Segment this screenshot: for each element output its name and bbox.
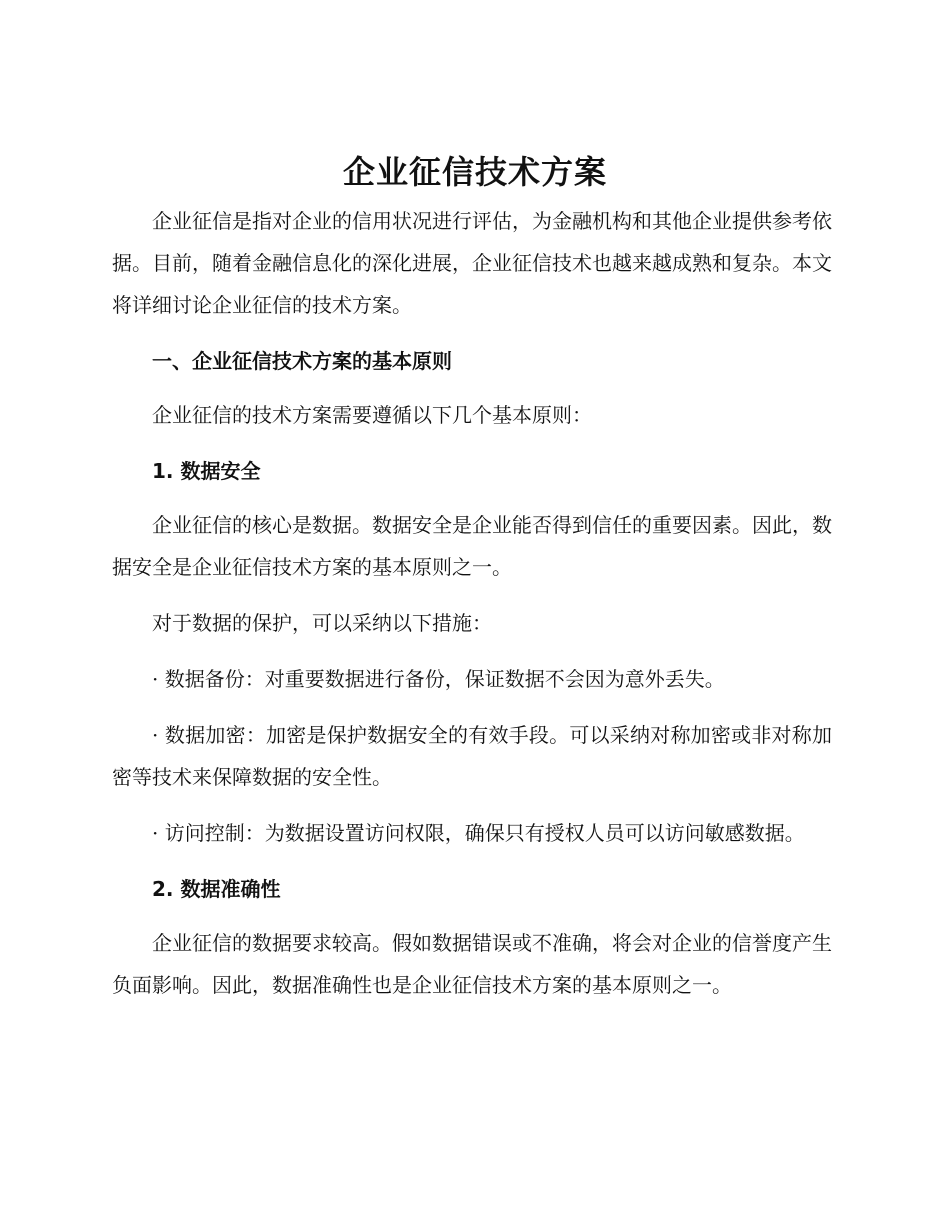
data-security-paragraph: 企业征信的核心是数据。数据安全是企业能否得到信任的重要因素。因此，数据安全是企业征信技术方案的基本原则之一。 (112, 513, 832, 579)
document-body (112, 200, 832, 1020)
data-accuracy-paragraph: 企业征信的数据要求较高。假如数据错误或不准确，将会对企业的信誉度产生负面影响。因此，数据准确性也是企业征信技术方案的基本原则之一。 (112, 931, 832, 997)
bullet-item-access-control: · 访问控制：为数据设置访问权限，确保只有授权人员可以访问敏感数据。 (152, 821, 805, 845)
bullet-item-backup: · 数据备份：对重要数据进行备份，保证数据不会因为意外丢失。 (152, 667, 725, 691)
subsection-heading-data-security: 1. 数据安全 (152, 459, 261, 483)
protection-measures-paragraph: 对于数据的保护，可以采纳以下措施： (152, 611, 492, 635)
section-heading: 一、企业征信技术方案的基本原则 (152, 349, 452, 373)
document-title: 企业征信技术方案 (342, 153, 607, 191)
bullet-item-encryption: · 数据加密：加密是保护数据安全的有效手段。可以采纳对称加密或非对称加密等技术来保障数据的安全性。 (112, 723, 832, 789)
section-intro-paragraph: 企业征信的技术方案需要遵循以下几个基本原则： (152, 403, 592, 427)
intro-paragraph: 企业征信是指对企业的信用状况进行评估，为金融机构和其他企业提供参考依据。目前，随着金融信息化的深化进展，企业征信技术也越来越成熟和复杂。本文将详细讨论企业征信的技术方案。 (112, 209, 832, 317)
subsection-heading-data-accuracy: 2. 数据准确性 (152, 877, 281, 901)
